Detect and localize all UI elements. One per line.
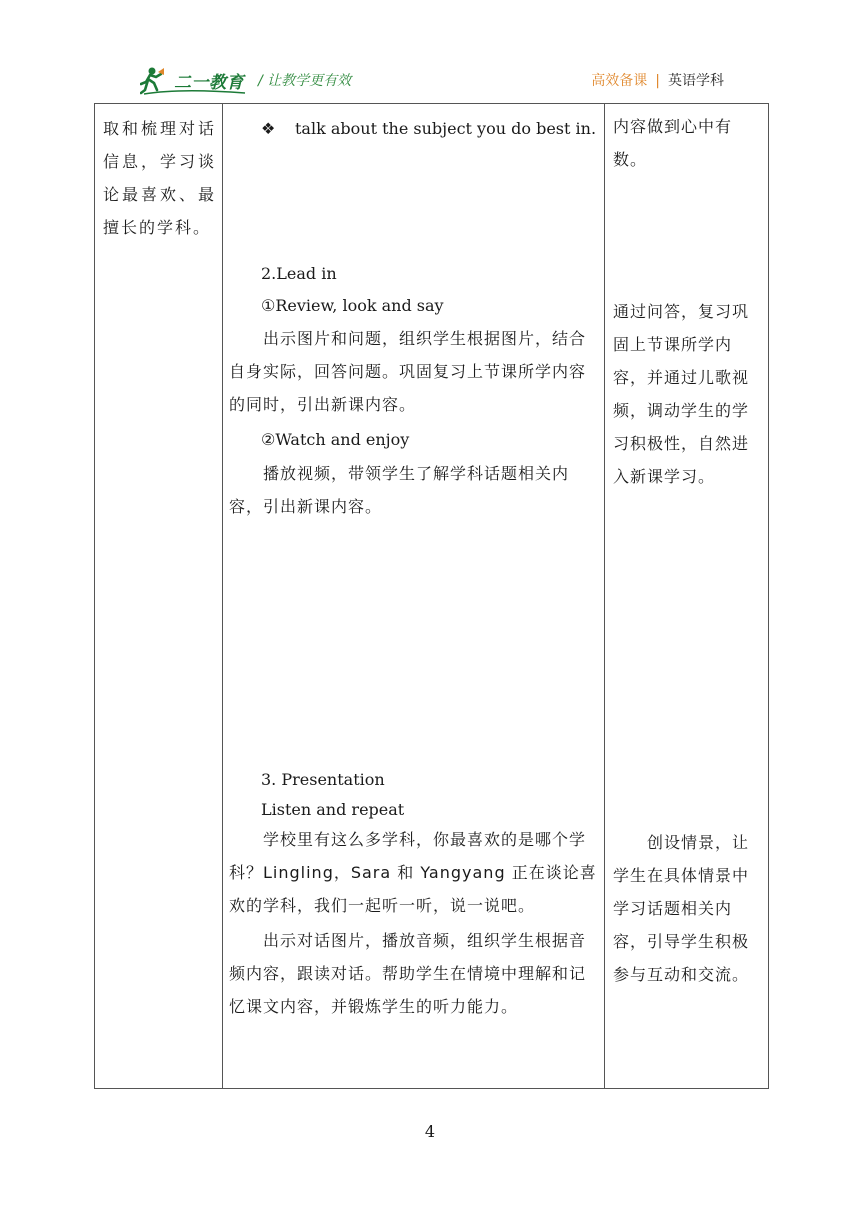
rationale-note-1: 内容做到心中有数。 [613, 117, 733, 169]
step1-title: ①Review, look and say [261, 296, 444, 315]
step2-title: ②Watch and enjoy [261, 430, 410, 449]
lesson-plan-table [94, 103, 769, 1089]
step1-body: 出示图片和问题，组织学生根据图片，结合自身实际，回答问题。巩固复习上节课所学内容的同时，引出新课内容。 [229, 329, 587, 414]
activities-cell [223, 104, 605, 1089]
lead-in-title: 2.Lead in [261, 264, 337, 283]
bullet-text: talk about the subject you do best in. [295, 119, 597, 138]
presentation-subtitle: Listen and repeat [261, 800, 405, 819]
header-subject [591, 70, 724, 90]
page-header [0, 0, 860, 104]
brand-name: 二一教育 [174, 73, 244, 93]
rationale-note-3: 创设情景，让学生在具体情景中学习话题相关内容，引导学生积极参与互动和交流。 [613, 833, 750, 984]
header-separator: | [655, 73, 660, 89]
presentation-title: 3. Presentation [261, 770, 385, 789]
objective-cell [95, 104, 223, 1089]
presentation-para2: 出示对话图片，播放音频，组织学生根据音频内容，跟读对话。帮助学生在情境中理解和记忆课文内容，并锻炼学生的听力能力。 [229, 931, 587, 1016]
subject-label: 英语学科 [668, 73, 724, 89]
objective-text: 取和梳理对话信息，学习谈论最喜欢、最擅长的学科。 [103, 119, 216, 237]
rationale-cell [605, 104, 769, 1089]
rationale-note-2: 通过问答，复习巩固上节课所学内容，并通过儿歌视频，调动学生的学习积极性，自然进入新课学习。 [613, 302, 750, 486]
step2-body: 播放视频，带领学生了解学科话题相关内容，引出新课内容。 [229, 464, 570, 516]
brand-slogan: / 让教学更有效 [258, 73, 352, 89]
bullet-icon: ❖ [261, 119, 276, 138]
page-number: 4 [424, 1122, 436, 1141]
presentation-para1: 学校里有这么多学科，你最喜欢的是哪个学科？Lingling，Sara 和 Yangyang 正在谈论喜欢的学科，我们一起听一听，说一说吧。 [229, 830, 597, 915]
header-label: 高效备课 [591, 73, 648, 89]
